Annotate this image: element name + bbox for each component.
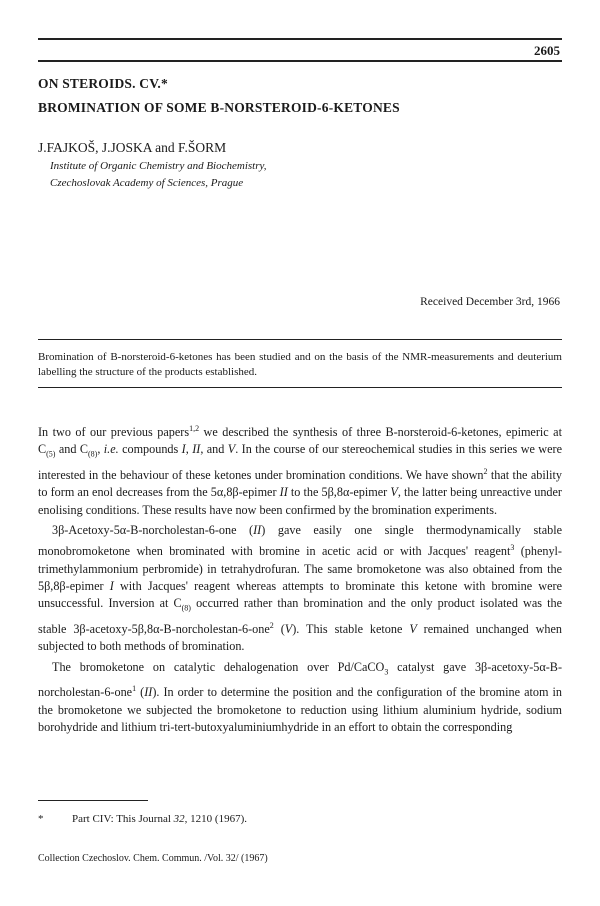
paragraph-3: The bromoketone on catalytic dehalogenation over Pd/CaCO$_3$ catalyst gave 3β-acetoxy-5α-B-norcholestan-6-one$^1$ (II). In order to determine the position and the configuration of the bromine atom in the bromoketone we subjected the bromoketone to reduction using lithium aluminium hydride, sodium borohydride and lithium tri-tert-butoxyaluminiumhydride in an effort to obtain the corresponding	[38, 659, 562, 735]
affiliation-line2: Czechoslovak Academy of Sciences, Prague	[50, 177, 244, 189]
article-title-line1: ON STEROIDS. CV.*	[38, 76, 168, 91]
top-rule	[38, 38, 562, 40]
journal-citation: Collection Czechoslov. Chem. Commun. /Vol. 32/ (1967)	[38, 853, 268, 864]
footnote-rule	[38, 800, 148, 801]
affiliation-line1: Institute of Organic Chemistry and Biochemistry,	[50, 160, 267, 172]
article-body	[38, 420, 562, 736]
page-number: 2605	[534, 43, 560, 58]
article-title-line2: BROMINATION OF SOME B-NORSTEROID-6-KETONES	[38, 100, 400, 115]
abstract-top-rule	[38, 339, 562, 340]
paragraph-2: 3β-Acetoxy-5α-B-norcholestan-6-one (II) gave easily one single thermodynamically stable monobromoketone when brominated with bromine in acetic acid or with Jacques' reagent$^3$ (phenyl-trimethylammonium perbromide) in tetrahydrofuran. The same bromoketone was also obtained from the 5β,8β-epimer I with Jacques' reagent whereas attempts to brominate this ketone with bromine were unsuccessful. Inversion at $C_{(8)}$ occurred rather than bromination and the only product isolated was the stable 3β-acetoxy-5β,8α-B-norcholestan-6-one$^2$ (V). This stable ketone V remained unchanged when subjected to both methods of bromination.	[38, 523, 563, 654]
paragraph-1: In two of our previous papers$^{1,2}$ we described the synthesis of three B-norsteroid-6-ketones, epimeric at $C_{(5)}$ and $C_{(8)}$, i.e. compounds I, II, and V. In the course of our stereochemical studies in this series we were interested in the behaviour of these ketones under bromination conditions. We have shown$^2$ that the ability to form an enol decreases from the 5α,8β-epimer II to the 5β,8α-epimer V, the latter being unreactive under enolising conditions. These results have now been confirmed by the bromination experiments.	[38, 424, 562, 517]
header-rule	[38, 60, 562, 62]
abstract-bottom-rule	[38, 387, 562, 388]
authors: J.FAJKOŠ, J.JOSKA and F.ŠORM	[38, 140, 227, 155]
footnote-mark: *	[38, 813, 44, 825]
abstract: Bromination of B-norsteroid-6-ketones has been studied and on the basis of the NMR-measurements and deuterium labelling the structure of the products established.	[38, 351, 562, 378]
footnote: * Part CIV: This Journal 32, 1210 (1967).	[38, 813, 247, 825]
received-date: Received December 3rd, 1966	[420, 296, 560, 308]
